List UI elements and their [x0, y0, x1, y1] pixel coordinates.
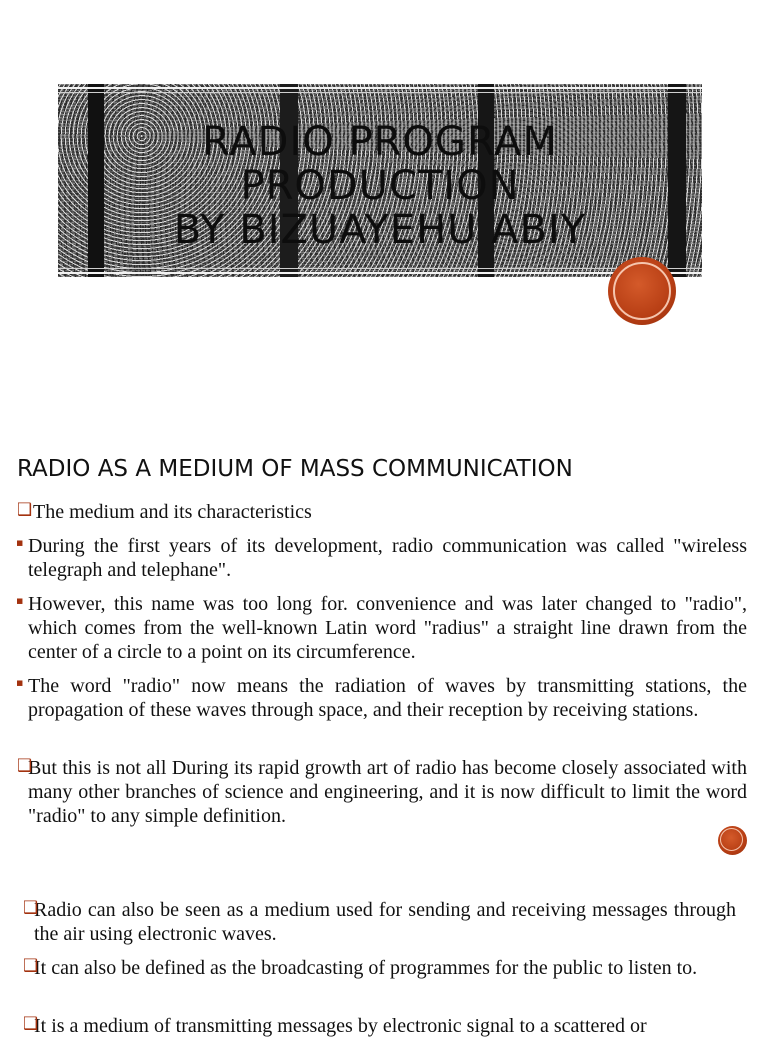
list-item — [23, 956, 736, 980]
list-item-text: During the first years of its development, radio communication was called "wireless telegraph and telephane". — [28, 535, 747, 581]
title-line: BY BIZUAYEHU ABIY — [173, 207, 587, 253]
list-item — [17, 756, 747, 828]
list-item — [17, 500, 757, 524]
section-heading: RADIO AS A MEDIUM OF MASS COMMUNICATION — [17, 456, 573, 482]
list-item-text: The word "radio" now means the radiation of waves by transmitting stations, the propagation of these waves through space, and their reception by receiving stations. — [28, 675, 747, 721]
small-square-icon: ▪ — [16, 536, 24, 549]
list-item — [23, 898, 736, 946]
hollow-square-icon: ❑ — [17, 756, 33, 776]
banner-rule — [58, 87, 702, 89]
title-line: RADIO PROGRAM — [202, 119, 558, 165]
list-item-text: But this is not all During its rapid growth art of radio has become closely associated with many other branches of science and engineering, and it is now difficult to limit the word "radio" to any simple definition. — [28, 757, 747, 827]
hollow-square-icon: ❑ — [23, 898, 39, 918]
hollow-square-icon: ❑ — [23, 956, 39, 976]
list-item-text: It can also be defined as the broadcasting of programmes for the public to listen to. — [34, 957, 698, 979]
list-item — [16, 534, 747, 582]
list-item-text: However, this name was too long for. convenience and was later changed to "radio", which comes from the well-known Latin word "radius" a straight line drawn from the center of a circle to a point on its circumference. — [28, 593, 747, 663]
banner-rule — [58, 92, 702, 93]
small-square-icon: ▪ — [16, 594, 24, 607]
hollow-square-icon: ❑ — [17, 500, 33, 520]
list-item — [16, 674, 747, 722]
list-item — [23, 1014, 736, 1038]
list-item-text: The medium and its characteristics — [33, 501, 312, 523]
title-line: PRODUCTION — [240, 163, 520, 209]
list-item-text: It is a medium of transmitting messages by electronic signal to a scattered or — [34, 1015, 647, 1037]
banner-rule — [58, 268, 702, 269]
list-item — [16, 592, 747, 664]
orange-circle-icon — [608, 257, 676, 325]
list-item-text: Radio can also be seen as a medium used for sending and receiving messages through the air using electronic waves. — [34, 899, 736, 945]
banner-rule — [58, 272, 702, 274]
orange-circle-icon — [718, 826, 747, 855]
hollow-square-icon: ❑ — [23, 1014, 39, 1034]
slide-title — [58, 120, 702, 252]
small-square-icon: ▪ — [16, 676, 24, 689]
title-slide — [0, 0, 768, 420]
